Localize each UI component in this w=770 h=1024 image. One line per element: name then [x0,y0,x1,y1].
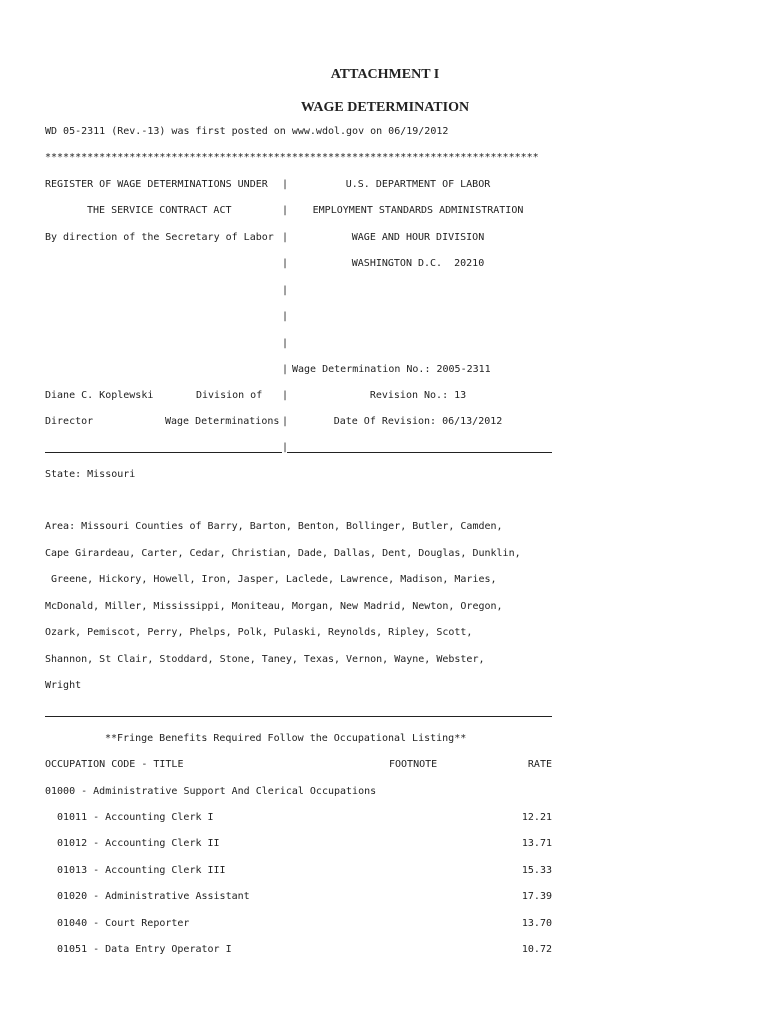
area-line: Ozark, Pemiscot, Perry, Phelps, Polk, Pulaski, Reynolds, Ripley, Scott, [45,627,473,638]
document-title: ATTACHMENT I [330,67,440,82]
column-header-footnote: FOOTNOTE [389,759,438,770]
register-line: REGISTER OF WAGE DETERMINATIONS UNDER [45,179,268,190]
area-line: Area: Missouri Counties of Barry, Barton, Benton, Bollinger, Butler, Camden, [45,521,503,532]
signer-title: Director [45,416,94,427]
department-line: U.S. DEPARTMENT OF LABOR [345,179,491,190]
occupation-title: 01013 - Accounting Clerk III [57,865,226,876]
column-separator: | [282,390,289,401]
service-contract-act-line: THE SERVICE CONTRACT ACT [87,205,232,216]
occupation-title: 01012 - Accounting Clerk II [57,838,220,849]
area-line: Shannon, St Clair, Stoddard, Stone, Taney, Texas, Vernon, Wayne, Webster, [45,654,485,665]
area-line: Greene, Hickory, Howell, Iron, Jasper, Laclede, Lawrence, Madison, Maries, [45,574,497,585]
header-rule-right [287,452,552,453]
occupation-rate: 12.21 [521,812,552,823]
header-rule-left [45,452,282,453]
column-separator: | [282,311,289,322]
column-header-rate: RATE [527,759,552,770]
occupation-title: 01040 - Court Reporter [57,918,190,929]
occupation-rate: 10.72 [521,944,552,955]
revision-date: Date Of Revision: 06/13/2012 [333,416,503,427]
occupation-title: 01020 - Administrative Assistant [57,891,250,902]
column-separator: | [282,338,289,349]
occupation-group: 01000 - Administrative Support And Clerical Occupations [45,786,377,797]
administration-line: EMPLOYMENT STANDARDS ADMINISTRATION [312,205,524,216]
address-line: WASHINGTON D.C. 20210 [351,258,485,269]
column-separator: | [282,232,289,243]
column-header-code-title: OCCUPATION CODE - TITLE [45,759,184,770]
state-line: State: Missouri [45,469,136,480]
occupation-rate: 17.39 [521,891,552,902]
wage-determinations-label: Wage Determinations [165,416,280,427]
wage-determination-number: Wage Determination No.: 2005-2311 [292,364,491,375]
column-separator: | [282,205,289,216]
fringe-benefits-note: **Fringe Benefits Required Follow the Occupational Listing** [105,733,467,744]
division-line: WAGE AND HOUR DIVISION [351,232,485,243]
division-label: Division of [196,390,263,401]
area-line: Wright [45,680,82,691]
occupation-rate: 15.33 [521,865,552,876]
posted-line: WD 05-2311 (Rev.-13) was first posted on www.wdol.gov on 06/19/2012 [45,126,449,137]
column-separator: | [282,442,289,453]
occupation-title: 01011 - Accounting Clerk I [57,812,214,823]
revision-number: Revision No.: 13 [369,390,467,401]
area-rule [45,716,552,717]
star-divider: ********************************************************************************** [45,152,539,163]
column-separator: | [282,258,289,269]
column-separator: | [282,285,289,296]
column-separator: | [282,179,289,190]
occupation-title: 01051 - Data Entry Operator I [57,944,232,955]
signer-name: Diane C. Koplewski [45,390,154,401]
occupation-rate: 13.70 [521,918,552,929]
column-separator: | [282,364,289,375]
document-subtitle: WAGE DETERMINATION [300,100,470,115]
area-line: McDonald, Miller, Mississippi, Moniteau, Morgan, New Madrid, Newton, Oregon, [45,601,503,612]
secretary-direction-line: By direction of the Secretary of Labor [45,232,274,243]
column-separator: | [282,416,289,427]
occupation-rate: 13.71 [521,838,552,849]
area-line: Cape Girardeau, Carter, Cedar, Christian, Dade, Dallas, Dent, Douglas, Dunklin, [45,548,521,559]
